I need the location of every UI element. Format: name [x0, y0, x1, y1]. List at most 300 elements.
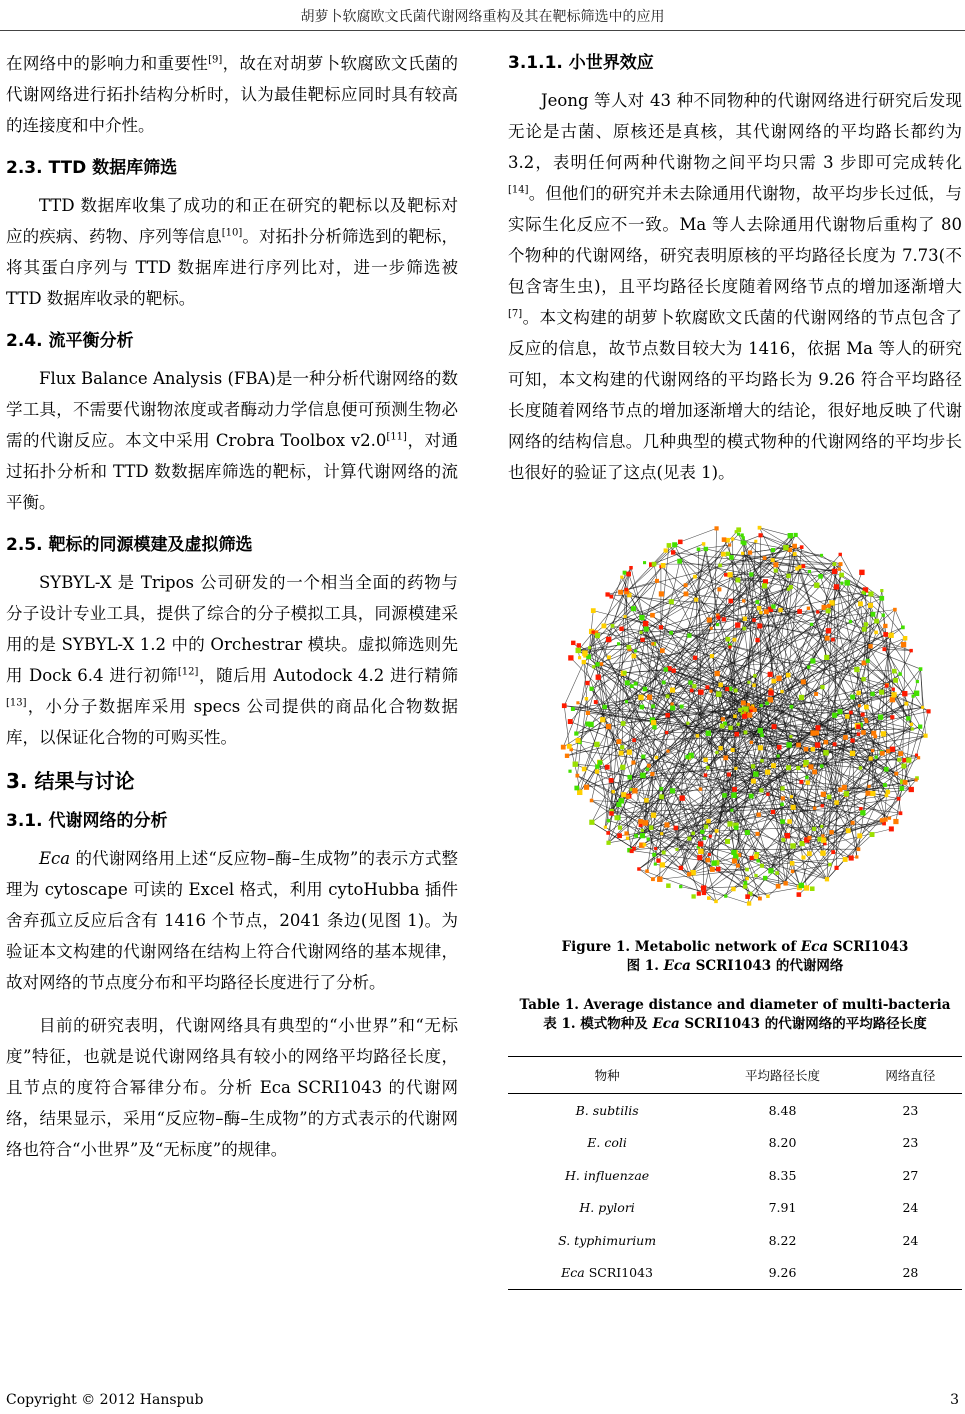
network-node [644, 627, 649, 632]
network-node [745, 830, 750, 835]
network-node [864, 718, 867, 721]
text: ，对通过拓扑分析和 TTD 数数据库筛选的靶标，计算代谢网络的流平衡。 [6, 431, 458, 512]
network-node [824, 655, 829, 660]
network-node [776, 676, 781, 681]
network-node [724, 894, 727, 897]
network-node [899, 811, 903, 815]
text: Jeong 等人对 43 种不同物种的代谢网络进行研究后发现无论是古菌、原核还是真核，其代谢网络的平均路长都约为 3.2，表明任何两种代谢物之间平均只需 3 步即可完成转化 [508, 91, 962, 172]
network-node [874, 631, 878, 635]
network-node [873, 735, 877, 739]
network-node [743, 617, 747, 621]
network-node [571, 707, 575, 711]
network-node [729, 555, 734, 560]
network-node [758, 897, 762, 901]
network-node [619, 751, 624, 756]
network-node [715, 671, 720, 676]
network-node [789, 735, 792, 738]
network-node [654, 847, 657, 850]
network-node [861, 677, 865, 681]
network-node [637, 867, 640, 870]
network-node [625, 588, 628, 591]
network-node [906, 716, 910, 720]
paragraph-fba [6, 363, 458, 518]
network-node [818, 574, 823, 579]
network-node [893, 608, 897, 612]
network-node [760, 864, 764, 868]
network-node [588, 646, 591, 649]
network-node [590, 799, 594, 803]
text: 。但他们的研究并未去除通用代谢物，故平均步长过低，与实际生化反应不一致。Ma 等人去除通用代谢物后重构了 80 个物种的代谢网络，研究表明原核的平均路径长度为 7.73(不包含寄生虫)，且平均路径长度随着网络节点的增加逐渐增大 [508, 184, 962, 296]
species-name: Eca [561, 1265, 585, 1281]
network-node [714, 526, 718, 530]
diameter-cell: 23 [902, 1135, 919, 1151]
text: TTD 数据库收集了成功的和正在研究的靶标以及靶标对应的疾病、药物、序列等信息 [6, 196, 458, 246]
network-node [619, 627, 623, 631]
network-node [691, 832, 694, 835]
species-cell: B. subtilis [575, 1102, 639, 1118]
network-node [639, 615, 644, 620]
network-node [725, 839, 730, 844]
network-node [825, 877, 829, 881]
network-node [595, 662, 599, 666]
species-name: Eca [800, 939, 829, 955]
network-node [821, 837, 826, 842]
network-node [781, 838, 785, 842]
network-node [750, 741, 753, 744]
network-node [857, 732, 861, 736]
network-edge [622, 673, 623, 747]
network-node [903, 636, 907, 640]
network-node [716, 867, 721, 872]
network-node [886, 790, 890, 794]
network-node [771, 763, 776, 768]
left-column [6, 48, 458, 1177]
network-node [585, 681, 589, 685]
network-node [797, 892, 802, 897]
network-node [827, 795, 832, 800]
network-node [589, 687, 593, 691]
network-node [771, 548, 775, 552]
network-node [660, 648, 665, 653]
network-node [916, 680, 919, 683]
network-node [662, 681, 666, 685]
network-node [864, 705, 869, 710]
network-node [781, 796, 785, 800]
network-node [757, 813, 761, 817]
network-node [605, 592, 609, 596]
network-node [698, 689, 703, 694]
network-node [703, 758, 707, 762]
network-node [832, 569, 837, 574]
network-node [652, 853, 656, 857]
network-node [786, 765, 791, 770]
network-node [584, 785, 589, 790]
network-node [921, 706, 924, 709]
network-node [806, 780, 810, 784]
network-node [711, 861, 716, 866]
network-node [723, 755, 728, 760]
network-node [804, 747, 809, 752]
network-node [700, 830, 704, 834]
network-node [709, 835, 712, 838]
network-node [800, 545, 804, 549]
network-node [790, 843, 795, 848]
network-node [747, 901, 751, 905]
network-node [745, 894, 750, 899]
network-node [831, 850, 835, 854]
network-node [787, 819, 792, 824]
network-node [777, 745, 782, 750]
network-node [879, 596, 884, 601]
network-node [641, 829, 644, 832]
network-node [878, 714, 883, 719]
network-node [670, 705, 675, 710]
network-node [902, 691, 907, 696]
network-node [901, 764, 906, 769]
network-node [749, 794, 754, 799]
network-node [791, 870, 795, 874]
network-node [856, 691, 860, 695]
network-node [752, 683, 756, 687]
network-node [803, 760, 808, 765]
network-node [710, 654, 714, 658]
network-node [641, 755, 645, 759]
citation-ref: [7] [508, 308, 523, 320]
network-node [699, 787, 702, 790]
network-node [850, 738, 854, 742]
avg-path-cell: 9.26 [706, 1257, 859, 1290]
network-node [754, 854, 759, 859]
network-node [898, 751, 903, 756]
network-node [909, 649, 912, 652]
network-node [843, 735, 848, 740]
network-node [731, 850, 736, 855]
network-node [670, 788, 675, 793]
network-node [732, 787, 737, 792]
network-node [607, 655, 611, 659]
network-node [755, 638, 759, 642]
network-node [834, 800, 839, 805]
network-node [758, 526, 762, 530]
network-node [692, 684, 696, 688]
network-node [898, 672, 901, 675]
network-node [753, 708, 757, 712]
network-node [874, 619, 879, 624]
network-node [690, 689, 694, 693]
network-node [605, 765, 610, 770]
species-name: Eca [663, 958, 691, 974]
network-node [677, 559, 682, 564]
network-node [651, 642, 654, 645]
network-node [698, 841, 703, 846]
section-heading-2-5: 2.5. 靶标的同源模建及虚拟筛选 [6, 535, 253, 555]
network-node [664, 822, 669, 827]
network-node [788, 533, 793, 538]
network-node [741, 552, 744, 555]
network-node [606, 831, 610, 835]
citation-ref: [12] [177, 666, 199, 678]
network-node [783, 881, 787, 885]
network-node [735, 578, 740, 583]
network-node [833, 742, 837, 746]
network-node [715, 829, 719, 833]
network-node [716, 616, 720, 620]
network-node [842, 785, 847, 790]
network-node [576, 701, 579, 704]
network-node [910, 723, 913, 726]
network-node [679, 866, 683, 870]
network-node [771, 558, 775, 562]
network-node [743, 881, 747, 885]
figure-caption-en [508, 938, 962, 957]
network-node [655, 579, 659, 583]
network-node [826, 608, 831, 613]
network-node [707, 617, 712, 622]
network-node [897, 758, 901, 762]
network-node [638, 819, 643, 824]
network-node [707, 896, 711, 900]
network-node [643, 621, 648, 626]
network-node [662, 851, 666, 855]
network-node [575, 774, 579, 778]
network-node [623, 671, 627, 675]
network-node [768, 672, 773, 677]
network-node [630, 684, 634, 688]
network-node [807, 607, 810, 610]
text: SCRI1043 的代谢网络的平均路径长度 [679, 1016, 927, 1032]
network-node [862, 661, 867, 666]
network-node [758, 533, 762, 537]
species-cell: S. typhimurium [558, 1232, 657, 1248]
network-node [858, 601, 863, 606]
network-node [716, 623, 719, 626]
network-node [647, 837, 650, 840]
network-node [890, 697, 895, 702]
network-node [747, 681, 750, 684]
network-node [640, 638, 644, 642]
network-node [903, 780, 908, 785]
network-node [754, 540, 757, 543]
network-node [592, 665, 595, 668]
network-node [660, 832, 663, 835]
diameter-cell: 28 [859, 1257, 962, 1290]
network-edge [761, 535, 786, 547]
text: 。本文构建的胡萝卜软腐欧文氏菌的代谢网络的节点包含了反应的信息，故节点数目较大为 1416，依据 Ma 等人的研究可知，本文构建的代谢网络的平均路长为 9.26 符合平均路径长度随着网络节点的增加逐渐增大的结论，很好地反映了代谢网络的结构信息。几种典型的模式物种的代谢网络的平均步长也很好的验证了这点(见表 1)。 [508, 308, 962, 482]
network-node [687, 633, 691, 637]
network-node [771, 604, 775, 608]
network-node [856, 725, 860, 729]
network-node [654, 863, 657, 866]
network-node [799, 780, 803, 784]
network-node [820, 554, 823, 557]
network-node [870, 791, 875, 796]
network-node [727, 772, 731, 776]
network-node [813, 806, 816, 809]
network-node [821, 804, 824, 807]
network-node [614, 815, 619, 820]
network-node [735, 622, 740, 627]
table-caption-en: Table 1. Average distance and diameter of multi-bacteria [519, 997, 951, 1013]
network-node [918, 725, 922, 729]
network-node [790, 861, 795, 866]
network-node [834, 584, 839, 589]
network-node [785, 833, 790, 838]
network-node [768, 690, 773, 695]
network-node [919, 667, 923, 671]
network-node [752, 618, 756, 622]
network-node [772, 724, 777, 729]
network-node [763, 556, 767, 560]
network-node [834, 866, 838, 870]
network-node [574, 786, 579, 791]
network-node [796, 743, 801, 748]
network-node [617, 833, 622, 838]
network-node [598, 760, 602, 764]
citation-ref: [13] [6, 697, 27, 709]
network-node [871, 612, 876, 617]
network-node [792, 544, 797, 549]
network-node [760, 733, 764, 737]
network-node [725, 687, 729, 691]
network-node [780, 819, 785, 824]
network-node [753, 771, 758, 776]
network-node [726, 637, 731, 642]
network-node [561, 745, 566, 750]
network-node [727, 821, 732, 826]
network-node [733, 714, 737, 718]
network-node [882, 647, 886, 651]
network-node [900, 786, 905, 791]
network-node [864, 622, 868, 626]
network-node [773, 562, 778, 567]
network-node [799, 841, 804, 846]
species-name: Eca [652, 1016, 680, 1032]
network-node [731, 887, 735, 891]
network-edge [900, 651, 911, 674]
network-node [638, 695, 643, 700]
network-node [799, 883, 804, 888]
network-edge [578, 592, 626, 651]
network-node [780, 803, 784, 807]
network-node [855, 855, 858, 858]
network-node [901, 642, 906, 647]
network-node [643, 561, 646, 564]
network-node [659, 591, 664, 596]
network-node [670, 688, 675, 693]
network-edge [895, 610, 903, 628]
text: Flux Balance Analysis (FBA)是一种分析代谢网络的数学工具，不需要代谢物浓度或者酶动力学信息便可预测生物必需的代谢反应。本文中采用 Crobra Toolbox v2.0 [6, 369, 458, 450]
network-node [906, 758, 911, 763]
right-column [508, 48, 962, 1290]
network-node [731, 793, 736, 798]
network-node [706, 766, 710, 770]
table-row [508, 1257, 962, 1290]
network-node [914, 691, 919, 696]
network-node [698, 849, 703, 854]
network-node [820, 825, 823, 828]
network-node [693, 656, 697, 660]
network-node [867, 785, 870, 788]
network-node [845, 714, 849, 718]
network-node [595, 633, 600, 638]
network-node [893, 678, 898, 683]
network-node [868, 644, 872, 648]
network-node [672, 668, 676, 672]
network-node [594, 742, 599, 747]
network-node [631, 606, 636, 611]
network-node [901, 626, 905, 630]
network-node [796, 766, 800, 770]
network-node [838, 568, 841, 571]
network-node [748, 551, 752, 555]
network-edge [801, 687, 822, 697]
text: 。对拓扑分析筛选到的靶标，将其蛋白序列与 TTD 数据库进行序列比对，进一步筛选被 TTD 数据库收录的靶标。 [6, 227, 459, 308]
network-node [839, 553, 842, 556]
species-name: Eca [39, 849, 71, 868]
network-node [786, 574, 790, 578]
citation-ref: [11] [386, 431, 407, 443]
network-node [651, 877, 655, 881]
network-node [625, 680, 630, 685]
avg-path-cell: 8.35 [768, 1167, 797, 1183]
network-edge [575, 764, 607, 767]
network-node [820, 850, 825, 855]
network-node [631, 761, 635, 765]
network-node [600, 717, 605, 722]
network-node [749, 572, 753, 576]
network-node [868, 591, 873, 596]
network-node [625, 700, 628, 703]
network-node [917, 756, 920, 759]
network-node [760, 759, 763, 762]
network-edge [698, 545, 729, 549]
network-node [706, 819, 710, 823]
network-node [631, 654, 636, 659]
network-node [883, 624, 887, 628]
network-node [651, 720, 656, 725]
network-node [687, 837, 691, 841]
network-node [880, 818, 884, 822]
table-row [508, 1192, 962, 1225]
network-node [892, 669, 897, 674]
network-node [851, 821, 855, 825]
network-node [611, 790, 614, 793]
network-node [721, 717, 725, 721]
network-node [609, 811, 613, 815]
network-node [869, 756, 873, 760]
network-node [576, 648, 581, 653]
network-node [669, 599, 674, 604]
network-node [586, 711, 590, 715]
network-node [812, 827, 816, 831]
network-edge [760, 528, 791, 536]
network-edge [714, 863, 768, 896]
network-node [758, 728, 763, 733]
network-node [881, 731, 886, 736]
network-node [626, 795, 630, 799]
network-node [609, 595, 613, 599]
text: Figure 1. Metabolic network of [561, 939, 801, 955]
network-node [839, 562, 843, 566]
network-node [909, 787, 914, 792]
network-node [892, 688, 895, 691]
network-node [694, 598, 698, 602]
network-edge [609, 813, 612, 842]
network-edge [600, 762, 609, 820]
network-node [616, 739, 621, 744]
network-node [824, 740, 828, 744]
network-node [655, 756, 658, 759]
